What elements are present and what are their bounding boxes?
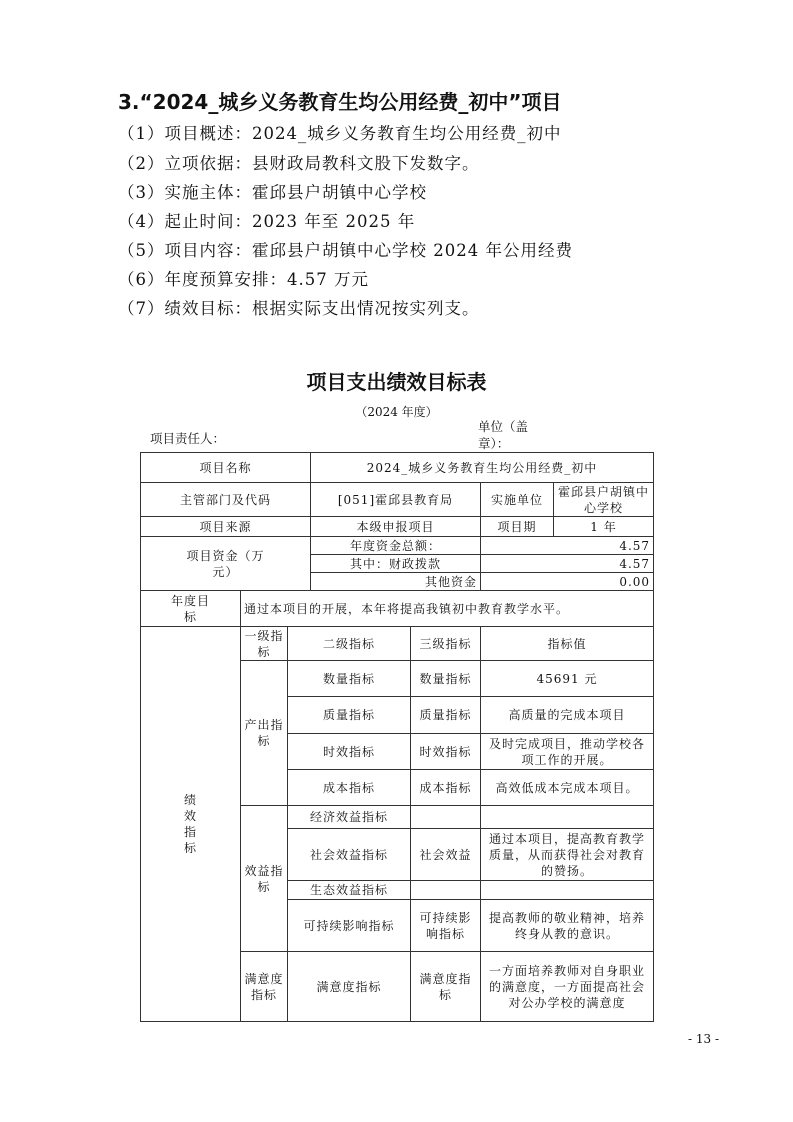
unit-seal-label: 单位（盖章）： — [478, 419, 529, 451]
item-line: （6）年度预算安排：4.57 万元 — [118, 270, 369, 289]
cell — [411, 806, 481, 829]
section-heading: 3.“2024_城乡义务教育生均公用经费_初中”项目 — [118, 90, 562, 114]
cell: 项目名称 — [141, 453, 311, 483]
item-line: （7）绩效目标：根据实际支出情况按实列支。 — [118, 299, 480, 318]
cell: 数量指标 — [288, 661, 411, 697]
cell: 生态效益指标 — [288, 881, 411, 900]
cell: 通过本项目，提高教育教学质量，从而获得社会对教育的赞扬。 — [481, 829, 654, 881]
cell: 指标值 — [481, 627, 654, 661]
cell: 经济效益指标 — [288, 806, 411, 829]
cell: 社会效益 — [411, 829, 481, 881]
cell: 数量指标 — [411, 661, 481, 697]
cell: 45691 元 — [481, 661, 654, 697]
cell: 主管部门及代码 — [141, 483, 311, 517]
cell: 效益指标 — [241, 806, 288, 952]
cell: 二级指标 — [288, 627, 411, 661]
item-line: （5）项目内容：霍邱县户胡镇中心学校 2024 年公用经费 — [118, 241, 573, 260]
cell: 一方面培养教师对自身职业的满意度，一方面提高社会对公办学校的满意度 — [481, 952, 654, 1022]
item-line: （4）起止时间：2023 年至 2025 年 — [118, 212, 416, 231]
cell: 产出指标 — [241, 661, 288, 806]
cell: 霍邱县户胡镇中心学校 — [554, 483, 654, 517]
cell: 项目来源 — [141, 517, 311, 537]
table-year: （2024 年度） — [355, 405, 438, 419]
cell: 高质量的完成本项目 — [481, 697, 654, 734]
cell: 4.57 — [481, 555, 654, 573]
cell: [051]霍邱县教育局 — [311, 483, 481, 517]
item-line: （3）实施主体：霍邱县户胡镇中心学校 — [118, 183, 427, 202]
cell: 绩效指标 — [141, 627, 241, 1022]
cell: 0.00 — [481, 573, 654, 591]
cell: 高效低成本完成本项目。 — [481, 770, 654, 806]
cell: 及时完成项目，推动学校各项工作的开展。 — [481, 734, 654, 770]
item-line: （2）立项依据：县财政局教科文股下发数字。 — [118, 154, 480, 173]
cell: 其中：财政拨款 — [311, 555, 481, 573]
cell: 可持续影响指标 — [411, 900, 481, 952]
cell: 年度目标 — [141, 591, 241, 627]
cell: 满意度指标 — [411, 952, 481, 1022]
responsible-label: 项目责任人： — [150, 431, 226, 446]
cell: 质量指标 — [411, 697, 481, 734]
cell: 通过本项目的开展，本年将提高我镇初中教育教学水平。 — [241, 591, 654, 627]
cell: 满意度指标 — [288, 952, 411, 1022]
cell: 实施单位 — [481, 483, 554, 517]
table-title: 项目支出绩效目标表 — [306, 370, 487, 394]
cell: 4.57 — [481, 537, 654, 555]
cell: 社会效益指标 — [288, 829, 411, 881]
cell: 本级申报项目 — [311, 517, 481, 537]
cell: 1 年 — [554, 517, 654, 537]
page-number: - 13 - — [688, 1032, 720, 1046]
cell: 一级指标 — [241, 627, 288, 661]
performance-table — [140, 452, 654, 1022]
cell — [481, 881, 654, 900]
cell: 时效指标 — [288, 734, 411, 770]
cell: 满意度指标 — [241, 952, 288, 1022]
cell: 年度资金总额： — [311, 537, 481, 555]
item-line: （1）项目概述：2024_城乡义务教育生均公用经费_初中 — [118, 124, 562, 143]
cell — [411, 881, 481, 900]
cell: 成本指标 — [411, 770, 481, 806]
cell: 项目期 — [481, 517, 554, 537]
cell: 三级指标 — [411, 627, 481, 661]
cell: 可持续影响指标 — [288, 900, 411, 952]
cell: 其他资金 — [311, 573, 481, 591]
cell: 成本指标 — [288, 770, 411, 806]
cell: 2024_城乡义务教育生均公用经费_初中 — [311, 453, 654, 483]
cell: 时效指标 — [411, 734, 481, 770]
cell: 质量指标 — [288, 697, 411, 734]
cell — [481, 806, 654, 829]
cell: 提高教师的敬业精神，培养终身从教的意识。 — [481, 900, 654, 952]
cell: 项目资金（万元） — [141, 537, 311, 591]
